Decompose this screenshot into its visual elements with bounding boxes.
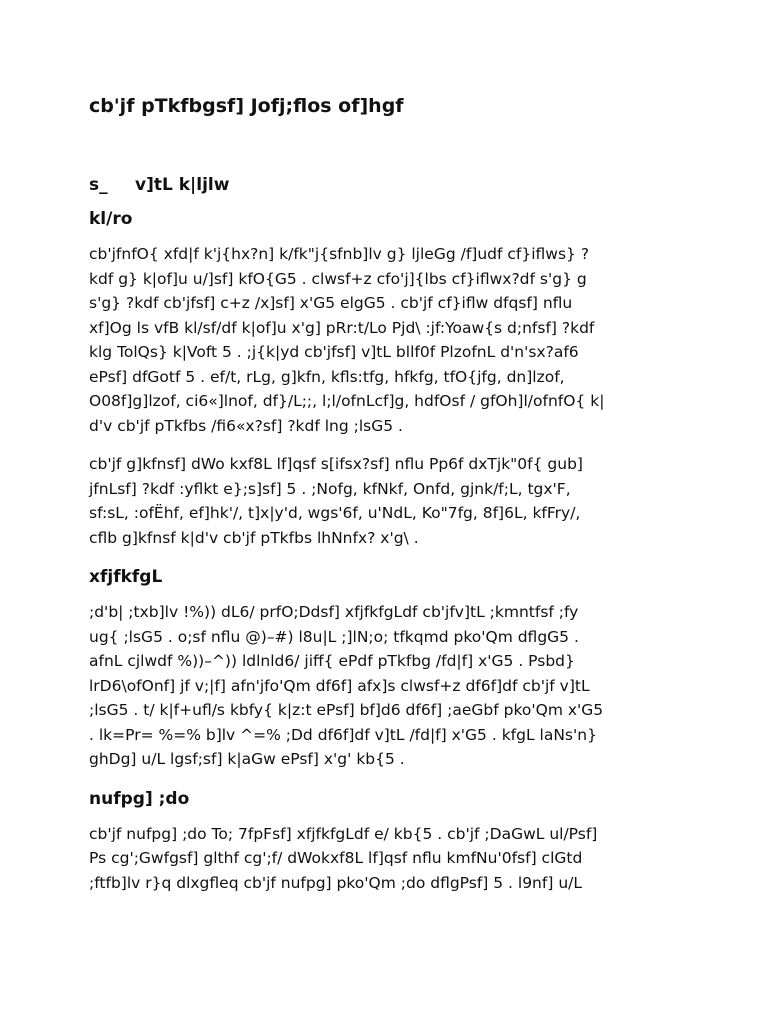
subsection-heading: nufpg] ;do [89, 788, 190, 809]
subsection-heading: kl/ro [89, 209, 133, 229]
document-title: cb'jf pTkfbgsf] Jofj;flos of]hgf [89, 95, 404, 117]
subsection-planting-time [89, 786, 681, 896]
section-heading [89, 172, 229, 198]
paragraph: ;d'b| ;txb]lv !%)) dL6/ prfO;Ddsf] xfjfkfgLdf cb'jfv]tL ;kmntfsf ;fy ug{ ;lsG5 . o;sf nflu @)–#) l8u|L ;]lN;o; tfkqmd pko'Qm dflgG5 . afnL cjlwdf %))–^)) ldlnld6/ jiff{ ePdf pTkfbg /fd|f] x'G5 . Psbd} lrD6\ofOnf] jf v;|f] afn'jfo'Qm df6f] afx]s clwsf+z df6f]df cb'jf v]tL ;lsG5 . t/ k|f+ufl/s kbfy{ k|z:t ePsf] bf]d6 df6f] ;aeGbf pko'Qm x'G5 . lk=Pr= %=% b]lv ^=% ;Dd df6f]df v]tL /fd|f] x'G5 . kfgL laNs'n} ghDg] u/L lgsf;sf] k|aGw ePsf] x'g' kb{5 . [89, 603, 604, 768]
subsection-climate [89, 564, 681, 772]
section-title: v]tL k|ljlw [135, 175, 230, 195]
document-body [89, 206, 681, 909]
paragraph: cb'jfnfO{ xfd|f k'j{hx?n] k/fk"j{sfnb]lv g} ljleGg /f]udf cf}iflws} ? kdf g} k|of]u u/]sf] kfO{G5 . clwsf+z cfo'j]{lbs cf}iflwx?df s'g} g s'g} ?kdf cb'jfsf] c+z /x]sf] x'G5 elgG5 . cb'jf cf}iflw dfqsf] nflu xf]Og ls vfB kl/sf/df k|of]u x'g] pRr:t/Lo Pjd\ :jf:Yoaw{s d;nfsf] ?kdf klg TolQs} k|Voft 5 . ;j{k|yd cb'jfsf] v]tL bllf0f PlzofnL d'n'sx?af6 ePsf] dfGotf 5 . ef/t, rLg, g]kfn, kfls:tfg, hfkfg, tfO{jfg, dn]lzof, O08f]g]lzof, ci6«]lnof, df}/L;;, l;l/ofnLcf]g, hdfOsf / gfOh]l/ofnfO{ k| d'v cb'jf pTkfbs /fi6«x?sf] ?kdf lng ;lsG5 . [89, 245, 605, 435]
paragraph: cb'jf g]kfnsf] dWo kxf8L lf]qsf s[ifsx?sf] nflu Pp6f dxTjk"0f{ gub] jfnLsf] ?kdf :yflkt e};s]sf] 5 . ;Nofg, kfNkf, Onfd, gjnk/f;L, tgx'F, sf:sL, :ofËhf, ef]hk'/, t]x|y'd, wgs'6f, u'NdL, Ko"7fg, 8f]6L, kfFry/, cflb g]kfnsf k|d'v cb'jf pTkfbs lhNnfx? x'g\ . [89, 455, 583, 547]
subsection-heading: xfjfkfgL [89, 567, 163, 587]
section-number: s_ [89, 175, 108, 195]
paragraph: cb'jf nufpg] ;do To; 7fpFsf] xfjfkfgLdf e/ kb{5 . cb'jf ;DaGwL ul/Psf] Ps cg';Gwfgsf] glthf cg';f/ dWokxf8L lf]qsf nflu kmfNu'0fsf] clGtd ;ftfb]lv r}q dlxgfleq cb'jf nufpg] pko'Qm ;do dflgPsf] 5 . l9nf] u/L [89, 824, 598, 892]
subsection-introduction [89, 206, 681, 550]
